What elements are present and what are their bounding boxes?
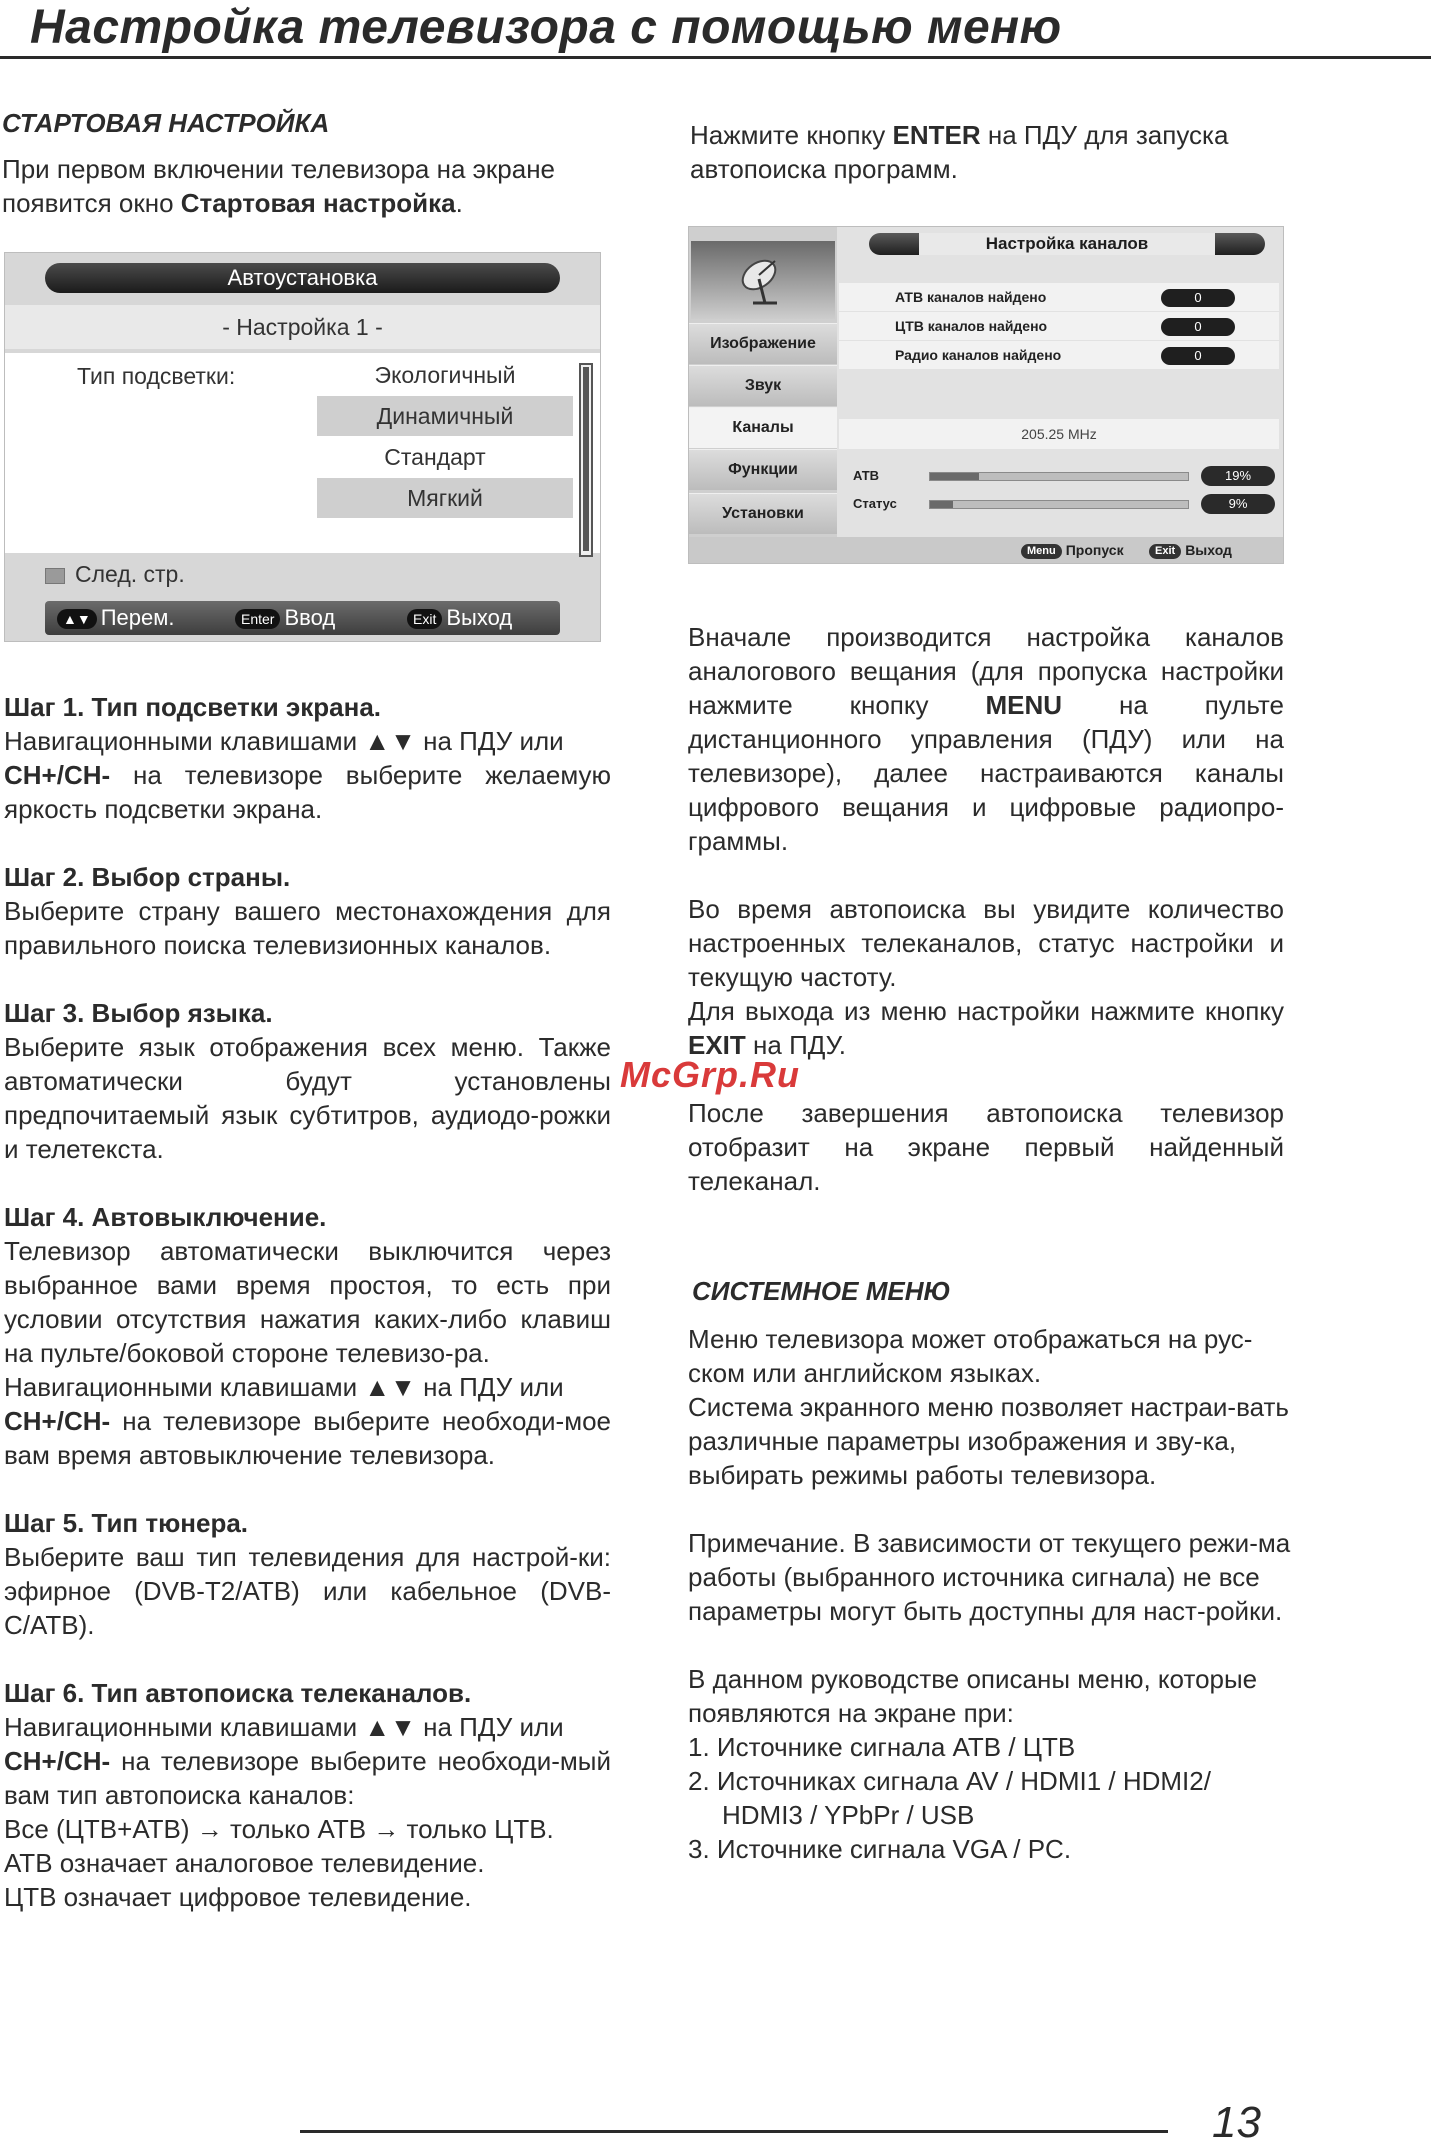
autosearch-description (688, 620, 1284, 858)
step-5-text: Выберите ваш тип телевидения для настрой-ки: эфирное (DVB-T2/ATB) или кабельное (DVB-C/ATB). (4, 1542, 611, 1640)
autosetup-body (5, 353, 600, 553)
intro-text (2, 152, 612, 220)
enter-text-a: Нажмите кнопку (690, 120, 893, 150)
atv-progress-track (929, 472, 1189, 481)
channel-setup-title: Настройка каналов (919, 233, 1215, 255)
option-dynamic[interactable]: Динамичный (317, 396, 573, 436)
enter-key-icon: Enter (235, 609, 280, 629)
frequency-readout: 205.25 MHz (839, 419, 1279, 449)
footer-enter (235, 601, 335, 635)
satellite-dish-icon (735, 249, 795, 309)
step-6-line-a: Навигационными клавишами ▲▼ на ПДУ или (4, 1712, 564, 1742)
step-1-line-b: на телевизоре выберите желаемую яркость подсветки экрана. (4, 760, 611, 824)
option-eco[interactable]: Экологичный (374, 362, 516, 388)
exit-instruction (688, 994, 1284, 1062)
exit-key-icon: Exit (407, 609, 442, 629)
next-page-label: След. стр. (75, 561, 185, 587)
note-text: Примечание. В зависимости от текущего режи-ма работы (выбранного источника сигнала) не все параметры могут быть доступны для наст-ройки. (688, 1528, 1291, 1626)
system-menu-text (688, 1322, 1306, 1866)
scrollbar[interactable] (579, 363, 593, 557)
menu-key-text: MENU (985, 690, 1063, 720)
step-4-text: Телевизор автоматически выключится через выбранное вами время простоя, то есть при условии отсутствия нажатия каких-либо клавиш на пульте/боковой стороне телевизо-ра. (4, 1236, 611, 1368)
atv-progress-value: 19% (1201, 466, 1275, 486)
step-3-text: Выберите язык отображения всех меню. Также автоматически будут установлены предпочитаемый язык субтитров, аудиодо-рожки и телетекста. (4, 1032, 611, 1164)
source-list-item-2: 2. Источниках сигнала AV / HDMI1 / HDMI2/ (688, 1766, 1211, 1796)
left-intro (2, 106, 612, 220)
status-progress-value: 9% (1201, 494, 1275, 514)
step-2-text: Выберите страну вашего местонахождения для правильного поиска телевизионных каналов. (4, 896, 611, 960)
title-divider (0, 56, 1431, 59)
p3-b: на ПДУ. (745, 1030, 846, 1060)
next-page-item[interactable] (45, 559, 185, 589)
intro-line-2: появится окно (2, 188, 181, 218)
arrows-icon: ▲▼ (57, 609, 97, 629)
p3-a: Для выхода из меню настройки нажмите кнопку (688, 996, 1284, 1026)
step-1-line-a: Навигационными клавишами ▲▼ на ПДУ или (4, 726, 564, 756)
watermark: McGrp.Ru (620, 1054, 801, 1095)
intro-period: . (455, 188, 463, 218)
next-page-icon (45, 568, 65, 584)
status-progress-fill (930, 501, 953, 508)
atv-progress-label: АТВ (853, 468, 880, 483)
step-5-title: Шаг 5. Тип тюнера. (4, 1508, 249, 1538)
atv-progress-fill (930, 473, 979, 480)
dtv-found-row (839, 312, 1279, 340)
step-6-atv-line: АТВ означает аналоговое телевидение. (4, 1848, 485, 1878)
step-6-key: CH+/CH- (4, 1746, 111, 1776)
step-4-key: CH+/CH- (4, 1406, 111, 1436)
nav-channels[interactable]: Каналы (689, 407, 837, 448)
menu-key-icon: Menu (1021, 544, 1062, 559)
autosetup-screen (4, 252, 601, 642)
step-4-text-2 (4, 1370, 611, 1472)
footer-skip-label: Пропуск (1065, 542, 1124, 558)
channel-setup-titlebar (869, 233, 1265, 255)
step-4-title: Шаг 4. Автовыключение. (4, 1202, 327, 1232)
step-6-text (4, 1710, 611, 1812)
source-list-item-3: 3. Источнике сигнала VGA / PC. (688, 1834, 1072, 1864)
nav-sound[interactable]: Звук (689, 365, 837, 406)
section-title-system-menu: СИСТЕМНОЕ МЕНЮ (692, 1276, 951, 1306)
manual-scope-text: В данном руководстве описаны меню, которые появляются на экране при: (688, 1664, 1258, 1728)
autosearch-status-text: Во время автопоиска вы увидите количество настроенных телеканалов, статус настройки и текущую частоту. (688, 894, 1284, 992)
footer-move (57, 601, 174, 635)
p1-b: на пульте дистанционного управления (ПДУ) или на телевизоре), далее настраиваются каналы цифрового вещания и цифровые радиопро-граммы. (688, 690, 1284, 856)
scrollbar-thumb[interactable] (583, 367, 589, 551)
source-list-item-1: 1. Источнике сигнала АТВ / ЦТВ (688, 1732, 1076, 1762)
intro-line-1: При первом включении телевизора на экране (2, 154, 556, 184)
footer-skip (1021, 537, 1124, 563)
exit-key-icon-2: Exit (1149, 544, 1181, 559)
completion-text: После завершения автопоиска телевизор отобразит на экране первый найденный телеканал. (688, 1098, 1284, 1196)
section-title-startup: СТАРТОВАЯ НАСТРОЙКА (2, 108, 330, 138)
p1-a: Вначале производится настройка каналов аналогового вещания (для пропуска настройки нажмите кнопку (688, 622, 1284, 720)
step-6-dtv-line: ЦТВ означает цифровое телевидение. (4, 1882, 472, 1912)
status-progress-label: Статус (853, 496, 897, 511)
autosetup-footer (45, 601, 560, 635)
page-number: 13 (1212, 2098, 1261, 2147)
footer-exit-label-2: Выход (1185, 542, 1232, 558)
menu-sidebar (689, 227, 837, 563)
backlight-type-label: Тип подсветки: (77, 363, 236, 389)
system-menu-section (692, 1274, 1292, 1308)
step-6-option-line: Все (ЦТВ+АТВ) → только АТВ → только ЦТВ. (4, 1814, 554, 1844)
radio-found-value: 0 (1161, 347, 1235, 365)
intro-keyword: Стартовая настройка (180, 188, 456, 218)
enter-key: ENTER (892, 120, 981, 150)
status-progress-track (929, 500, 1189, 509)
channel-setup-footer (689, 537, 1283, 563)
step-1-key: CH+/CH- (4, 760, 111, 790)
step-1-text (4, 724, 611, 826)
step-6-line-b: на телевизоре выберите необходи-мый вам тип автопоиска каналов: (4, 1746, 611, 1810)
footer-exit (407, 601, 512, 635)
step-1-title: Шаг 1. Тип подсветки экрана. (4, 692, 382, 722)
osd-text: Система экранного меню позволяет настраи-вать различные параметры изображения и зву-ка, выбирать режимы работы телевизора. (688, 1392, 1289, 1490)
step-4-line-a: Навигационными клавишами ▲▼ на ПДУ или (4, 1372, 564, 1402)
radio-found-label: Радио каналов найдено (895, 347, 1062, 363)
step-3-title: Шаг 3. Выбор языка. (4, 998, 273, 1028)
atv-progress-row (839, 463, 1279, 489)
footer-exit-2 (1149, 537, 1232, 563)
option-standard[interactable]: Стандарт (384, 444, 486, 470)
step-6-title: Шаг 6. Тип автопоиска телеканалов. (4, 1678, 472, 1708)
enter-instruction (690, 118, 1290, 186)
enter-text-b: на ПДУ для запуска автопоиска программ. (690, 120, 1229, 184)
satellite-logo (691, 241, 835, 319)
atv-found-row (839, 283, 1279, 311)
step-2-title: Шаг 2. Выбор страны. (4, 862, 291, 892)
language-text: Меню телевизора может отображаться на рус-ском или английском языках. (688, 1324, 1253, 1388)
atv-found-value: 0 (1161, 289, 1235, 307)
dtv-found-value: 0 (1161, 318, 1235, 336)
dtv-found-label: ЦТВ каналов найдено (895, 318, 1048, 334)
step-4-line-b: на телевизоре выберите необходи-мое вам время автовыключение телевизора. (4, 1406, 611, 1470)
nav-picture[interactable]: Изображение (689, 323, 837, 364)
channel-setup-screen (688, 226, 1284, 564)
exit-key-text: EXIT (688, 1030, 746, 1060)
footer-enter-label: Ввод (284, 605, 336, 630)
footer-divider (300, 2130, 1168, 2133)
source-list-item-2-cont: HDMI3 / YPbPr / USB (722, 1800, 975, 1830)
right-text-column (688, 620, 1284, 1198)
steps-column (4, 690, 611, 1914)
status-progress-row (839, 491, 1279, 517)
footer-move-label: Перем. (100, 605, 175, 630)
autosetup-title: Автоустановка (45, 263, 560, 293)
radio-found-row (839, 341, 1279, 369)
atv-found-label: АТВ каналов найдено (895, 289, 1047, 305)
footer-exit-label: Выход (446, 605, 513, 630)
nav-settings[interactable]: Установки (689, 493, 837, 534)
page-title: Настройка телевизора с помощью меню (30, 1, 1062, 54)
nav-functions[interactable]: Функции (689, 449, 837, 490)
option-soft[interactable]: Мягкий (317, 478, 573, 518)
autosetup-subtitle: - Настройка 1 - (5, 305, 600, 349)
